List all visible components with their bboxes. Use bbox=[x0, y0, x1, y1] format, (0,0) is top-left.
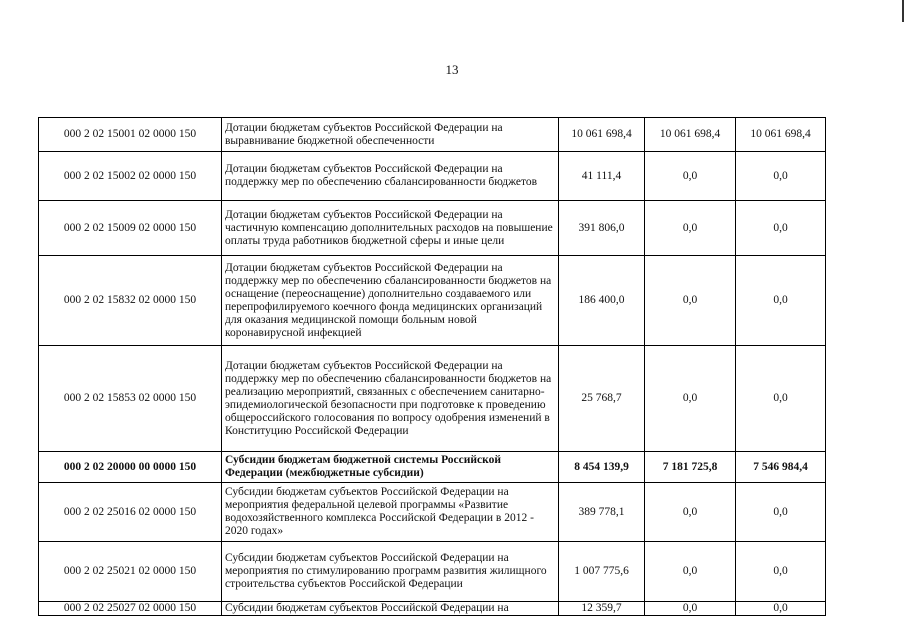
budget-code-cell: 000 2 02 15853 02 0000 150 bbox=[39, 346, 222, 452]
amount-year2-cell: 0,0 bbox=[645, 542, 736, 602]
amount-year1-cell: 1 007 775,6 bbox=[559, 542, 645, 602]
description-cell: Субсидии бюджетам субъектов Российской Федерации на мероприятия по стимулированию программ развития жилищного строительства субъектов Российской Федерации bbox=[222, 542, 559, 602]
table-row bbox=[39, 602, 826, 616]
amount-year1-cell: 391 806,0 bbox=[559, 201, 645, 256]
description-cell: Субсидии бюджетам субъектов Российской Федерации на мероприятия федеральной целевой программы «Развитие водохозяйственного комплекса Российской Федерации в 2012 - 2020 годах» bbox=[222, 483, 559, 542]
table-row bbox=[39, 542, 826, 602]
amount-year3-cell: 0,0 bbox=[736, 542, 826, 602]
amount-year3-cell: 10 061 698,4 bbox=[736, 118, 826, 152]
amount-year3-cell: 0,0 bbox=[736, 483, 826, 542]
amount-year2-cell: 0,0 bbox=[645, 152, 736, 201]
budget-code-cell: 000 2 02 15832 02 0000 150 bbox=[39, 256, 222, 346]
budget-code-cell: 000 2 02 15001 02 0000 150 bbox=[39, 118, 222, 152]
description-cell: Дотации бюджетам субъектов Российской Федерации на поддержку мер по обеспечению сбалансированности бюджетов bbox=[222, 152, 559, 201]
budget-code-cell: 000 2 02 25027 02 0000 150 bbox=[39, 602, 222, 616]
budget-code-cell: 000 2 02 20000 00 0000 150 bbox=[39, 452, 222, 483]
amount-year1-cell: 389 778,1 bbox=[559, 483, 645, 542]
amount-year2-cell: 7 181 725,8 bbox=[645, 452, 736, 483]
amount-year3-cell: 0,0 bbox=[736, 201, 826, 256]
amount-year1-cell: 41 111,4 bbox=[559, 152, 645, 201]
amount-year2-cell: 0,0 bbox=[645, 602, 736, 616]
amount-year2-cell: 0,0 bbox=[645, 201, 736, 256]
amount-year3-cell: 0,0 bbox=[736, 256, 826, 346]
description-cell: Субсидии бюджетам субъектов Российской Федерации на bbox=[222, 602, 559, 616]
amount-year2-cell: 0,0 bbox=[645, 483, 736, 542]
amount-year2-cell: 0,0 bbox=[645, 346, 736, 452]
description-cell: Дотации бюджетам субъектов Российской Федерации на поддержку мер по обеспечению сбалансированности бюджетов на оснащение (переоснащение) дополнительно создаваемого или перепрофилируемого коечного фонда медицинских организаций для оказания медицинской помощи больным новой коронавирусной инфекцией bbox=[222, 256, 559, 346]
amount-year2-cell: 10 061 698,4 bbox=[645, 118, 736, 152]
description-cell: Дотации бюджетам субъектов Российской Федерации на поддержку мер по обеспечению сбалансированности бюджетов на реализацию мероприятий, связанных с обеспечением санитарно-эпидемиологической безопасности при подготовке к проведению общероссийского голосования по вопросу одобрения изменений в Конституцию Российской Федерации bbox=[222, 346, 559, 452]
description-cell: Субсидии бюджетам бюджетной системы Российской Федерации (межбюджетные субсидии) bbox=[222, 452, 559, 483]
description-cell: Дотации бюджетам субъектов Российской Федерации на выравнивание бюджетной обеспеченности bbox=[222, 118, 559, 152]
table-row bbox=[39, 452, 826, 483]
amount-year1-cell: 12 359,7 bbox=[559, 602, 645, 616]
amount-year3-cell: 0,0 bbox=[736, 346, 826, 452]
amount-year1-cell: 8 454 139,9 bbox=[559, 452, 645, 483]
table-row bbox=[39, 201, 826, 256]
table-row bbox=[39, 483, 826, 542]
budget-revenue-table bbox=[38, 117, 826, 616]
budget-code-cell: 000 2 02 25016 02 0000 150 bbox=[39, 483, 222, 542]
amount-year3-cell: 0,0 bbox=[736, 602, 826, 616]
amount-year2-cell: 0,0 bbox=[645, 256, 736, 346]
amount-year3-cell: 7 546 984,4 bbox=[736, 452, 826, 483]
amount-year1-cell: 10 061 698,4 bbox=[559, 118, 645, 152]
amount-year3-cell: 0,0 bbox=[736, 152, 826, 201]
budget-code-cell: 000 2 02 15009 02 0000 150 bbox=[39, 201, 222, 256]
table-row bbox=[39, 118, 826, 152]
table-row bbox=[39, 256, 826, 346]
budget-code-cell: 000 2 02 15002 02 0000 150 bbox=[39, 152, 222, 201]
page-number: 13 bbox=[445, 62, 459, 77]
table-row bbox=[39, 346, 826, 452]
description-cell: Дотации бюджетам субъектов Российской Федерации на частичную компенсацию дополнительных расходов на повышение оплаты труда работников бюджетной сферы и иные цели bbox=[222, 201, 559, 256]
budget-code-cell: 000 2 02 25021 02 0000 150 bbox=[39, 542, 222, 602]
amount-year1-cell: 25 768,7 bbox=[559, 346, 645, 452]
table-row bbox=[39, 152, 826, 201]
table-body bbox=[39, 118, 826, 616]
amount-year1-cell: 186 400,0 bbox=[559, 256, 645, 346]
